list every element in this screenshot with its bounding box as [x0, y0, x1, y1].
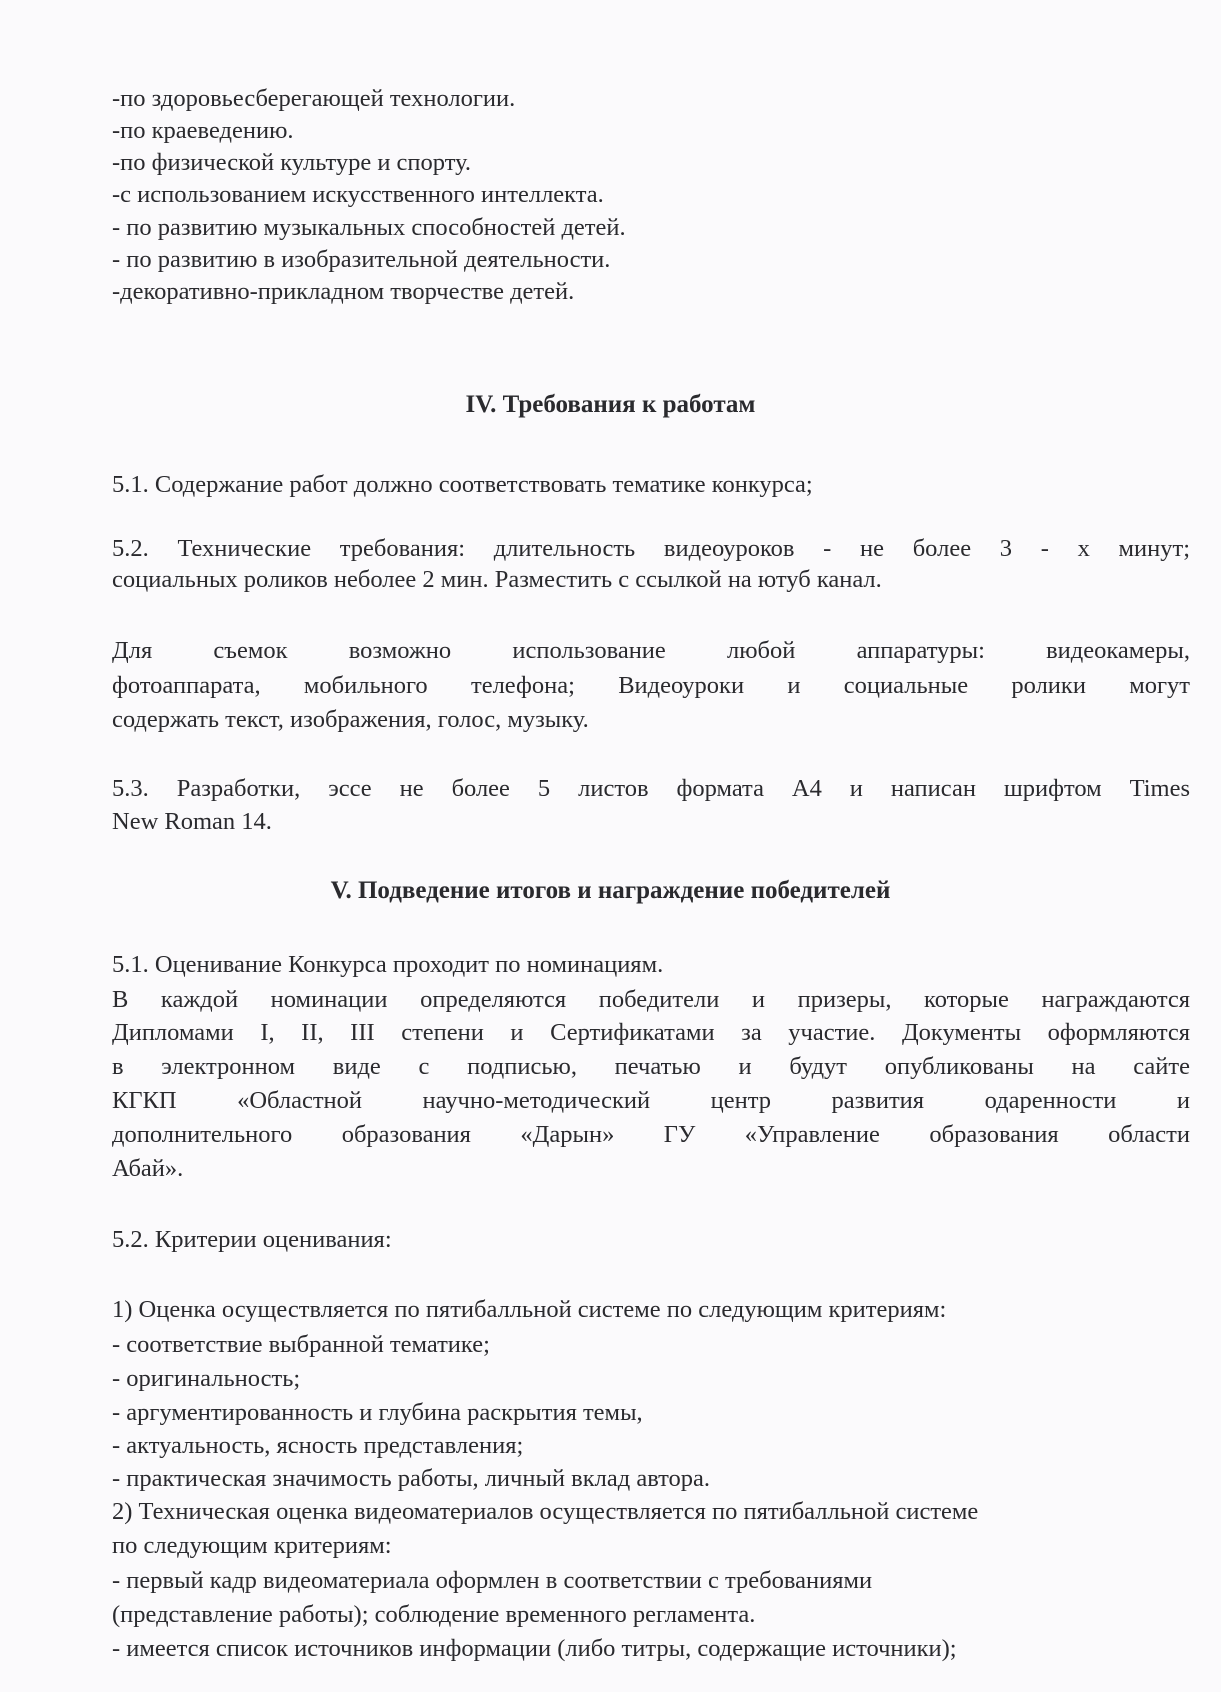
paragraph-line: в электронном виде с подписью, печатью и будут опубликованы на сайте — [112, 1053, 1190, 1080]
paragraph-line: КГКП «Областной научно-методический центр развития одаренности и — [112, 1087, 1190, 1114]
list-item: -декоративно-прикладном творчестве детей. — [112, 278, 575, 305]
criteria-item: - актуальность, ясность представления; — [112, 1432, 524, 1459]
list-item: -по здоровьесберегающей технологии. — [112, 85, 516, 112]
criteria-item: - оригинальность; — [112, 1365, 301, 1392]
paragraph-line: дополнительного образования «Дарын» ГУ «Управление образования области — [112, 1121, 1190, 1148]
paragraph-line: В каждой номинации определяются победители и призеры, которые награждаются — [112, 986, 1190, 1013]
criteria-title: по следующим критериям: — [112, 1532, 392, 1559]
criteria-item: - соответствие выбранной тематике; — [112, 1331, 490, 1358]
criteria-item: - имеется список источников информации (либо титры, содержащие источники); — [112, 1635, 957, 1662]
section-heading: V. Подведение итогов и награждение победителей — [330, 877, 891, 904]
criteria-item: - первый кадр видеоматериала оформлен в соответствии с требованиями — [112, 1567, 873, 1594]
list-item: -по краеведению. — [112, 117, 294, 144]
paragraph-line: Для съемок возможно использование любой аппаратуры: видеокамеры, — [112, 637, 1190, 664]
paragraph: 5.1. Содержание работ должно соответствовать тематике конкурса; — [112, 471, 813, 498]
criteria-item: - аргументированность и глубина раскрытия темы, — [112, 1399, 643, 1426]
criteria-item: - практическая значимость работы, личный вклад автора. — [112, 1465, 711, 1492]
list-item: -с использованием искусственного интеллекта. — [112, 181, 604, 208]
paragraph-line: 5.3. Разработки, эссе не более 5 листов формата А4 и написан шрифтом Times — [112, 775, 1190, 802]
list-item: -по физической культуре и спорту. — [112, 149, 472, 176]
list-item: - по развитию в изобразительной деятельности. — [112, 246, 611, 273]
paragraph-line: фотоаппарата, мобильного телефона; Видеоуроки и социальные ролики могут — [112, 672, 1190, 699]
criteria-title: 2) Техническая оценка видеоматериалов осуществляется по пятибалльной системе — [112, 1498, 979, 1525]
list-item: - по развитию музыкальных способностей детей. — [112, 214, 626, 241]
section-heading: IV. Требования к работам — [465, 391, 756, 418]
paragraph-line: социальных роликов неболее 2 мин. Разместить с ссылкой на ютуб канал. — [112, 566, 882, 593]
paragraph-line: содержать текст, изображения, голос, музыку. — [112, 706, 589, 733]
paragraph: 5.1. Оценивание Конкурса проходит по номинациям. — [112, 951, 664, 978]
paragraph: 5.2. Критерии оценивания: — [112, 1226, 392, 1253]
paragraph-line: Абай». — [112, 1155, 184, 1182]
paragraph-line: Дипломами I, II, III степени и Сертификатами за участие. Документы оформляются — [112, 1019, 1190, 1046]
paragraph-line: New Roman 14. — [112, 808, 272, 835]
paragraph-line: 5.2. Технические требования: длительность видеоуроков - не более 3 - х минут; — [112, 535, 1190, 562]
criteria-item: (представление работы); соблюдение временного регламента. — [112, 1601, 756, 1628]
criteria-title: 1) Оценка осуществляется по пятибалльной системе по следующим критериям: — [112, 1296, 947, 1323]
